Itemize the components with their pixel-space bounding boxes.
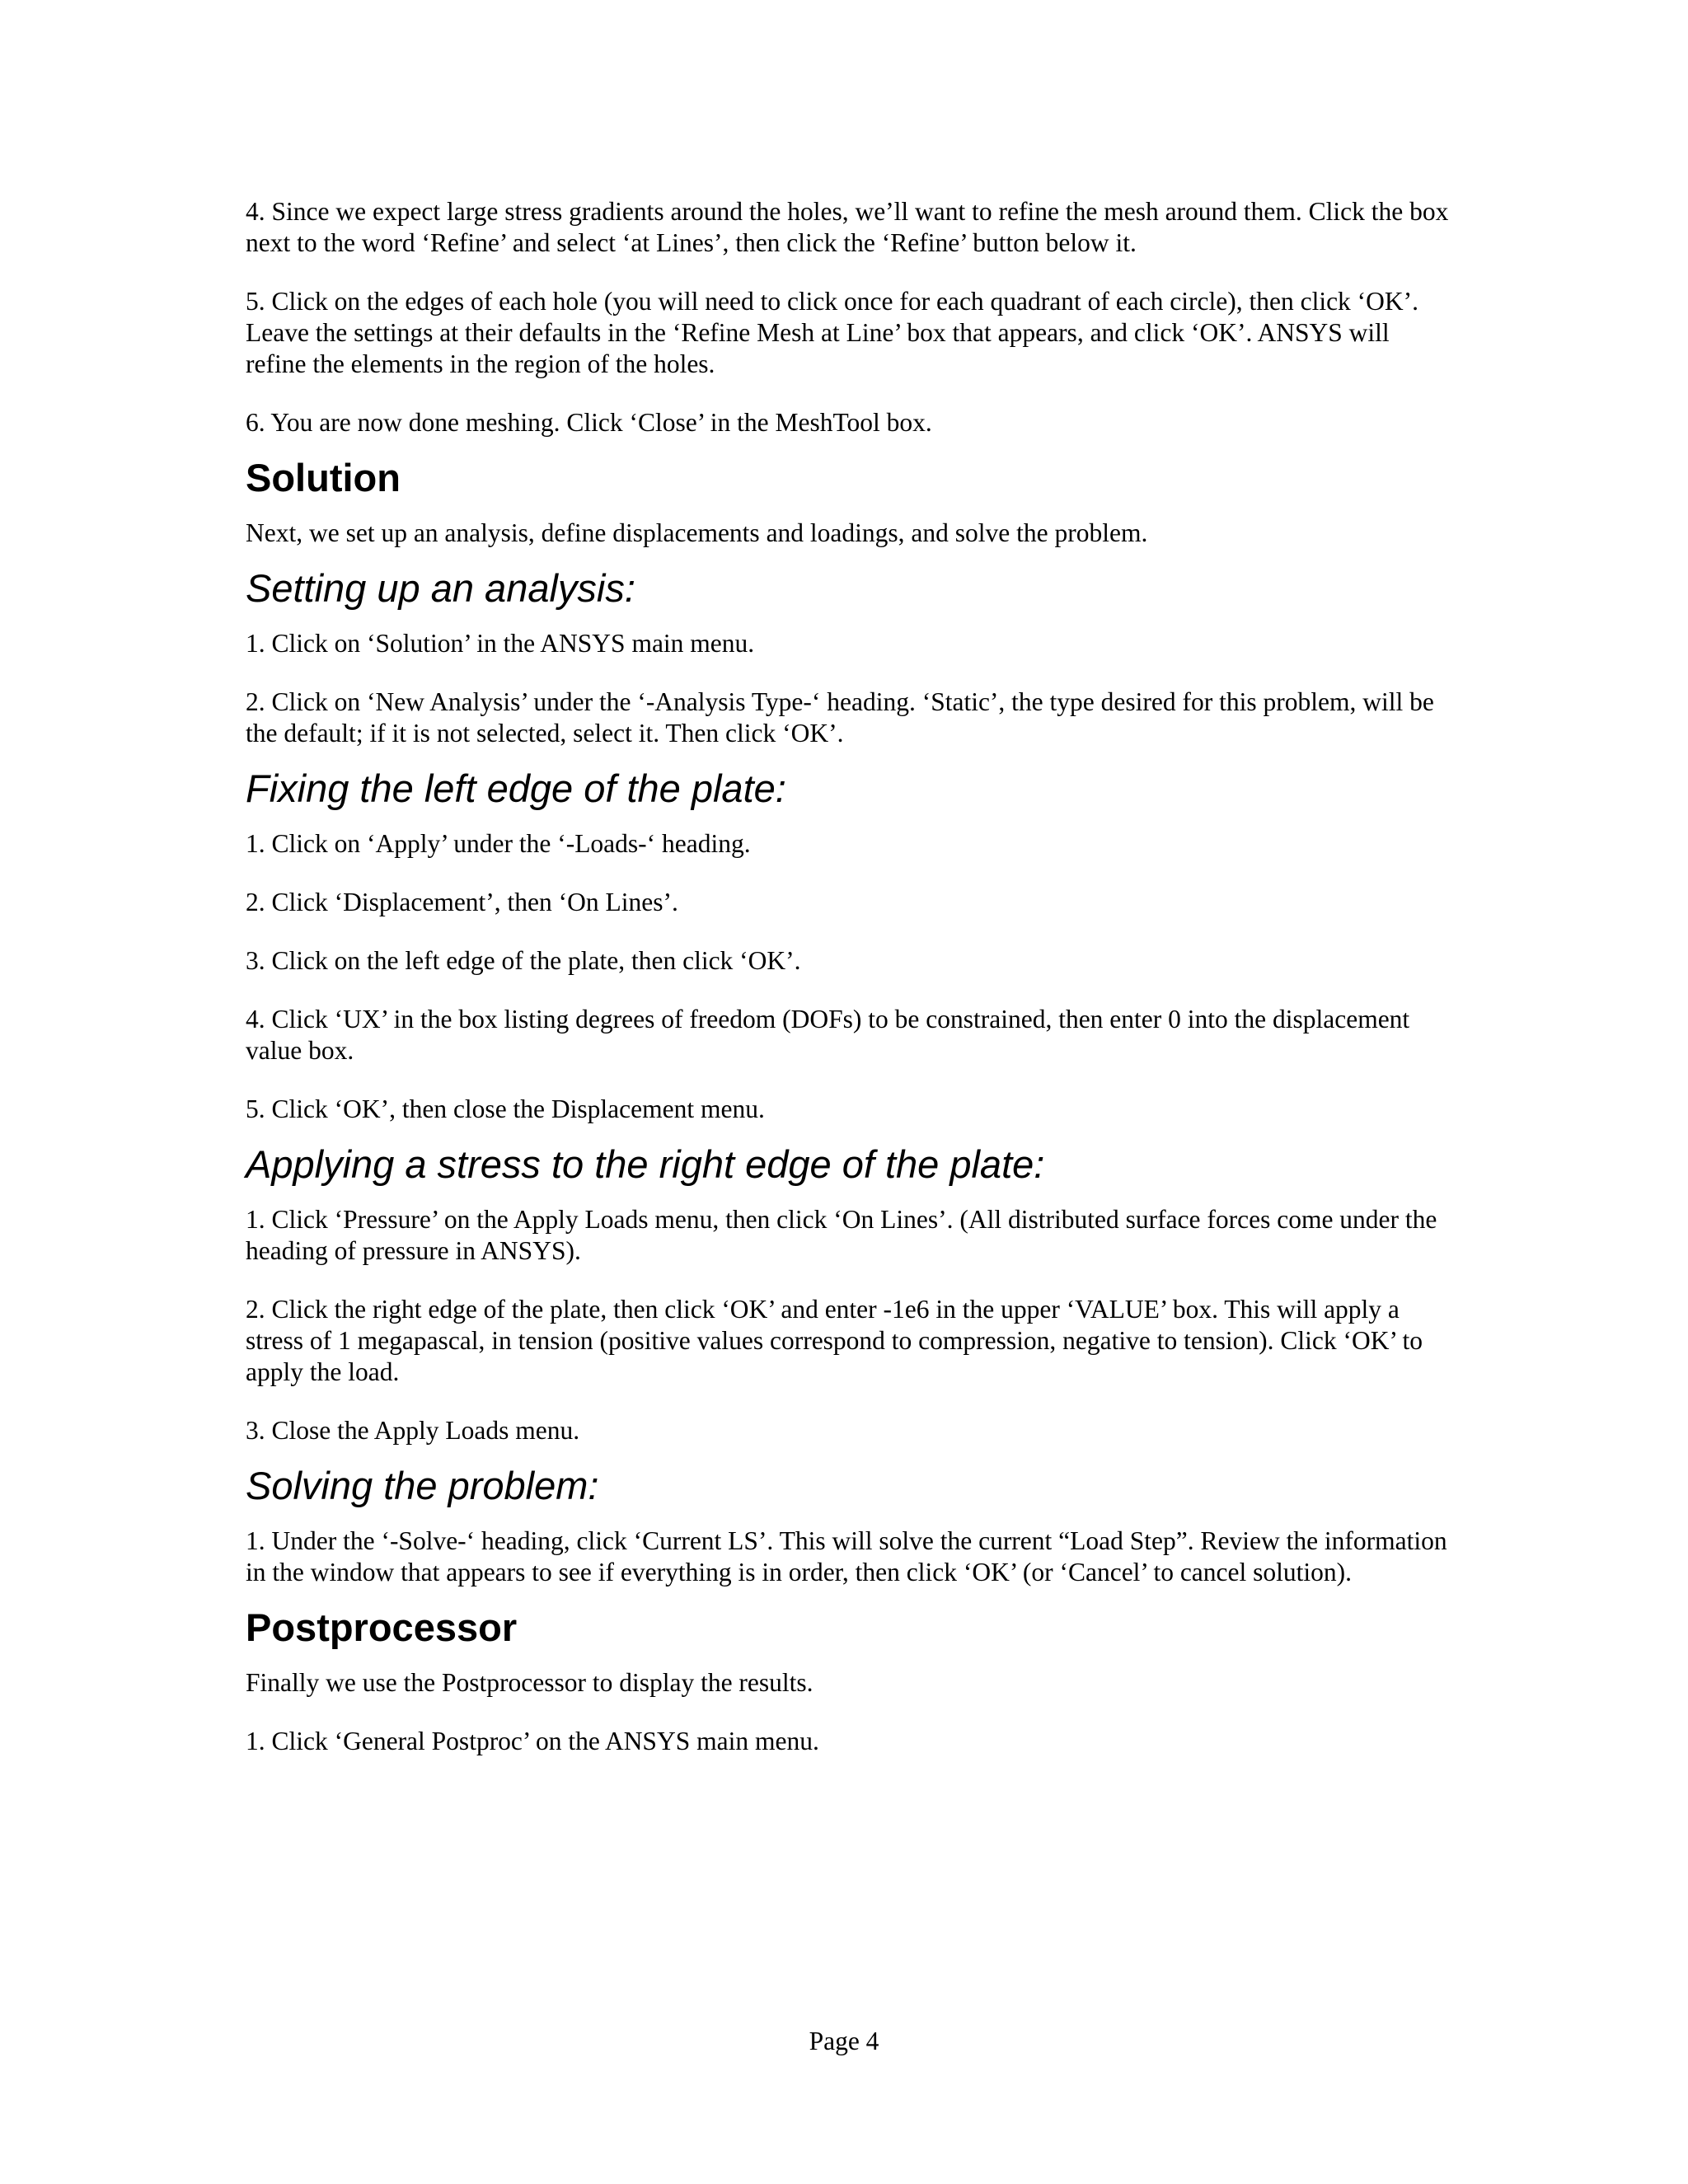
stress-heading: Applying a stress to the right edge of the plate: [246, 1142, 1045, 1186]
solution-intro: Next, we set up an analysis, define displacements and loadings, and solve the problem. [246, 518, 1148, 547]
stress-step-2: 2. Click the right edge of the plate, then click ‘OK’ and enter -1e6 in the upper ‘VALUE’ box. This will apply a stress of 1 megapascal, in tension (positive values correspond to compression, negative to tension). Click ‘OK’ to apply the load. [246, 1295, 1423, 1386]
meshing-step-4: 4. Since we expect large stress gradients around the holes, we’ll want to refine the mesh around them. Click the box next to the word ‘Refine’ and select ‘at Lines’, then click the ‘Refine’ button below it. [246, 197, 1449, 257]
fixing-step-3: 3. Click on the left edge of the plate, then click ‘OK’. [246, 946, 801, 975]
fixing-step-2: 2. Click ‘Displacement’, then ‘On Lines’. [246, 888, 678, 916]
postprocessor-heading: Postprocessor [246, 1605, 518, 1649]
page-number: Page 4 [809, 2027, 879, 2055]
setup-step-2: 2. Click on ‘New Analysis’ under the ‘-Analysis Type-‘ heading. ‘Static’, the type desired for this problem, will be the default; if it is not selected, select it. Then click ‘OK’. [246, 687, 1434, 748]
stress-step-1: 1. Click ‘Pressure’ on the Apply Loads menu, then click ‘On Lines’. (All distributed surface forces come under the heading of pressure in ANSYS). [246, 1205, 1437, 1265]
page-content [246, 196, 1449, 1784]
fixing-step-5: 5. Click ‘OK’, then close the Displacement menu. [246, 1094, 765, 1123]
fixing-step-4: 4. Click ‘UX’ in the box listing degrees of freedom (DOFs) to be constrained, then enter 0 into the displacement value box. [246, 1005, 1410, 1065]
solution-heading: Solution [246, 456, 401, 499]
solving-step-1: 1. Under the ‘-Solve-‘ heading, click ‘Current LS’. This will solve the current “Load Step”. Review the information in the window that appears to see if everything is in order, then click ‘OK’ (or ‘Cancel’ to cancel solution). [246, 1526, 1447, 1586]
fixing-heading: Fixing the left edge of the plate: [246, 766, 786, 810]
postprocessor-step-1: 1. Click ‘General Postproc’ on the ANSYS main menu. [246, 1727, 819, 1755]
solving-heading: Solving the problem: [246, 1464, 599, 1507]
setup-heading: Setting up an analysis: [246, 566, 635, 610]
fixing-step-1: 1. Click on ‘Apply’ under the ‘-Loads-‘ heading. [246, 829, 751, 858]
postprocessor-intro: Finally we use the Postprocessor to display the results. [246, 1668, 814, 1697]
meshing-step-5: 5. Click on the edges of each hole (you will need to click once for each quadrant of each circle), then click ‘OK’. Leave the settings at their defaults in the ‘Refine Mesh at Line’ box that appears, and click ‘OK’. ANSYS will refine the elements in the region of the holes. [246, 287, 1419, 378]
stress-step-3: 3. Close the Apply Loads menu. [246, 1416, 580, 1445]
setup-step-1: 1. Click on ‘Solution’ in the ANSYS main menu. [246, 629, 755, 658]
meshing-step-6: 6. You are now done meshing. Click ‘Close’ in the MeshTool box. [246, 408, 932, 437]
